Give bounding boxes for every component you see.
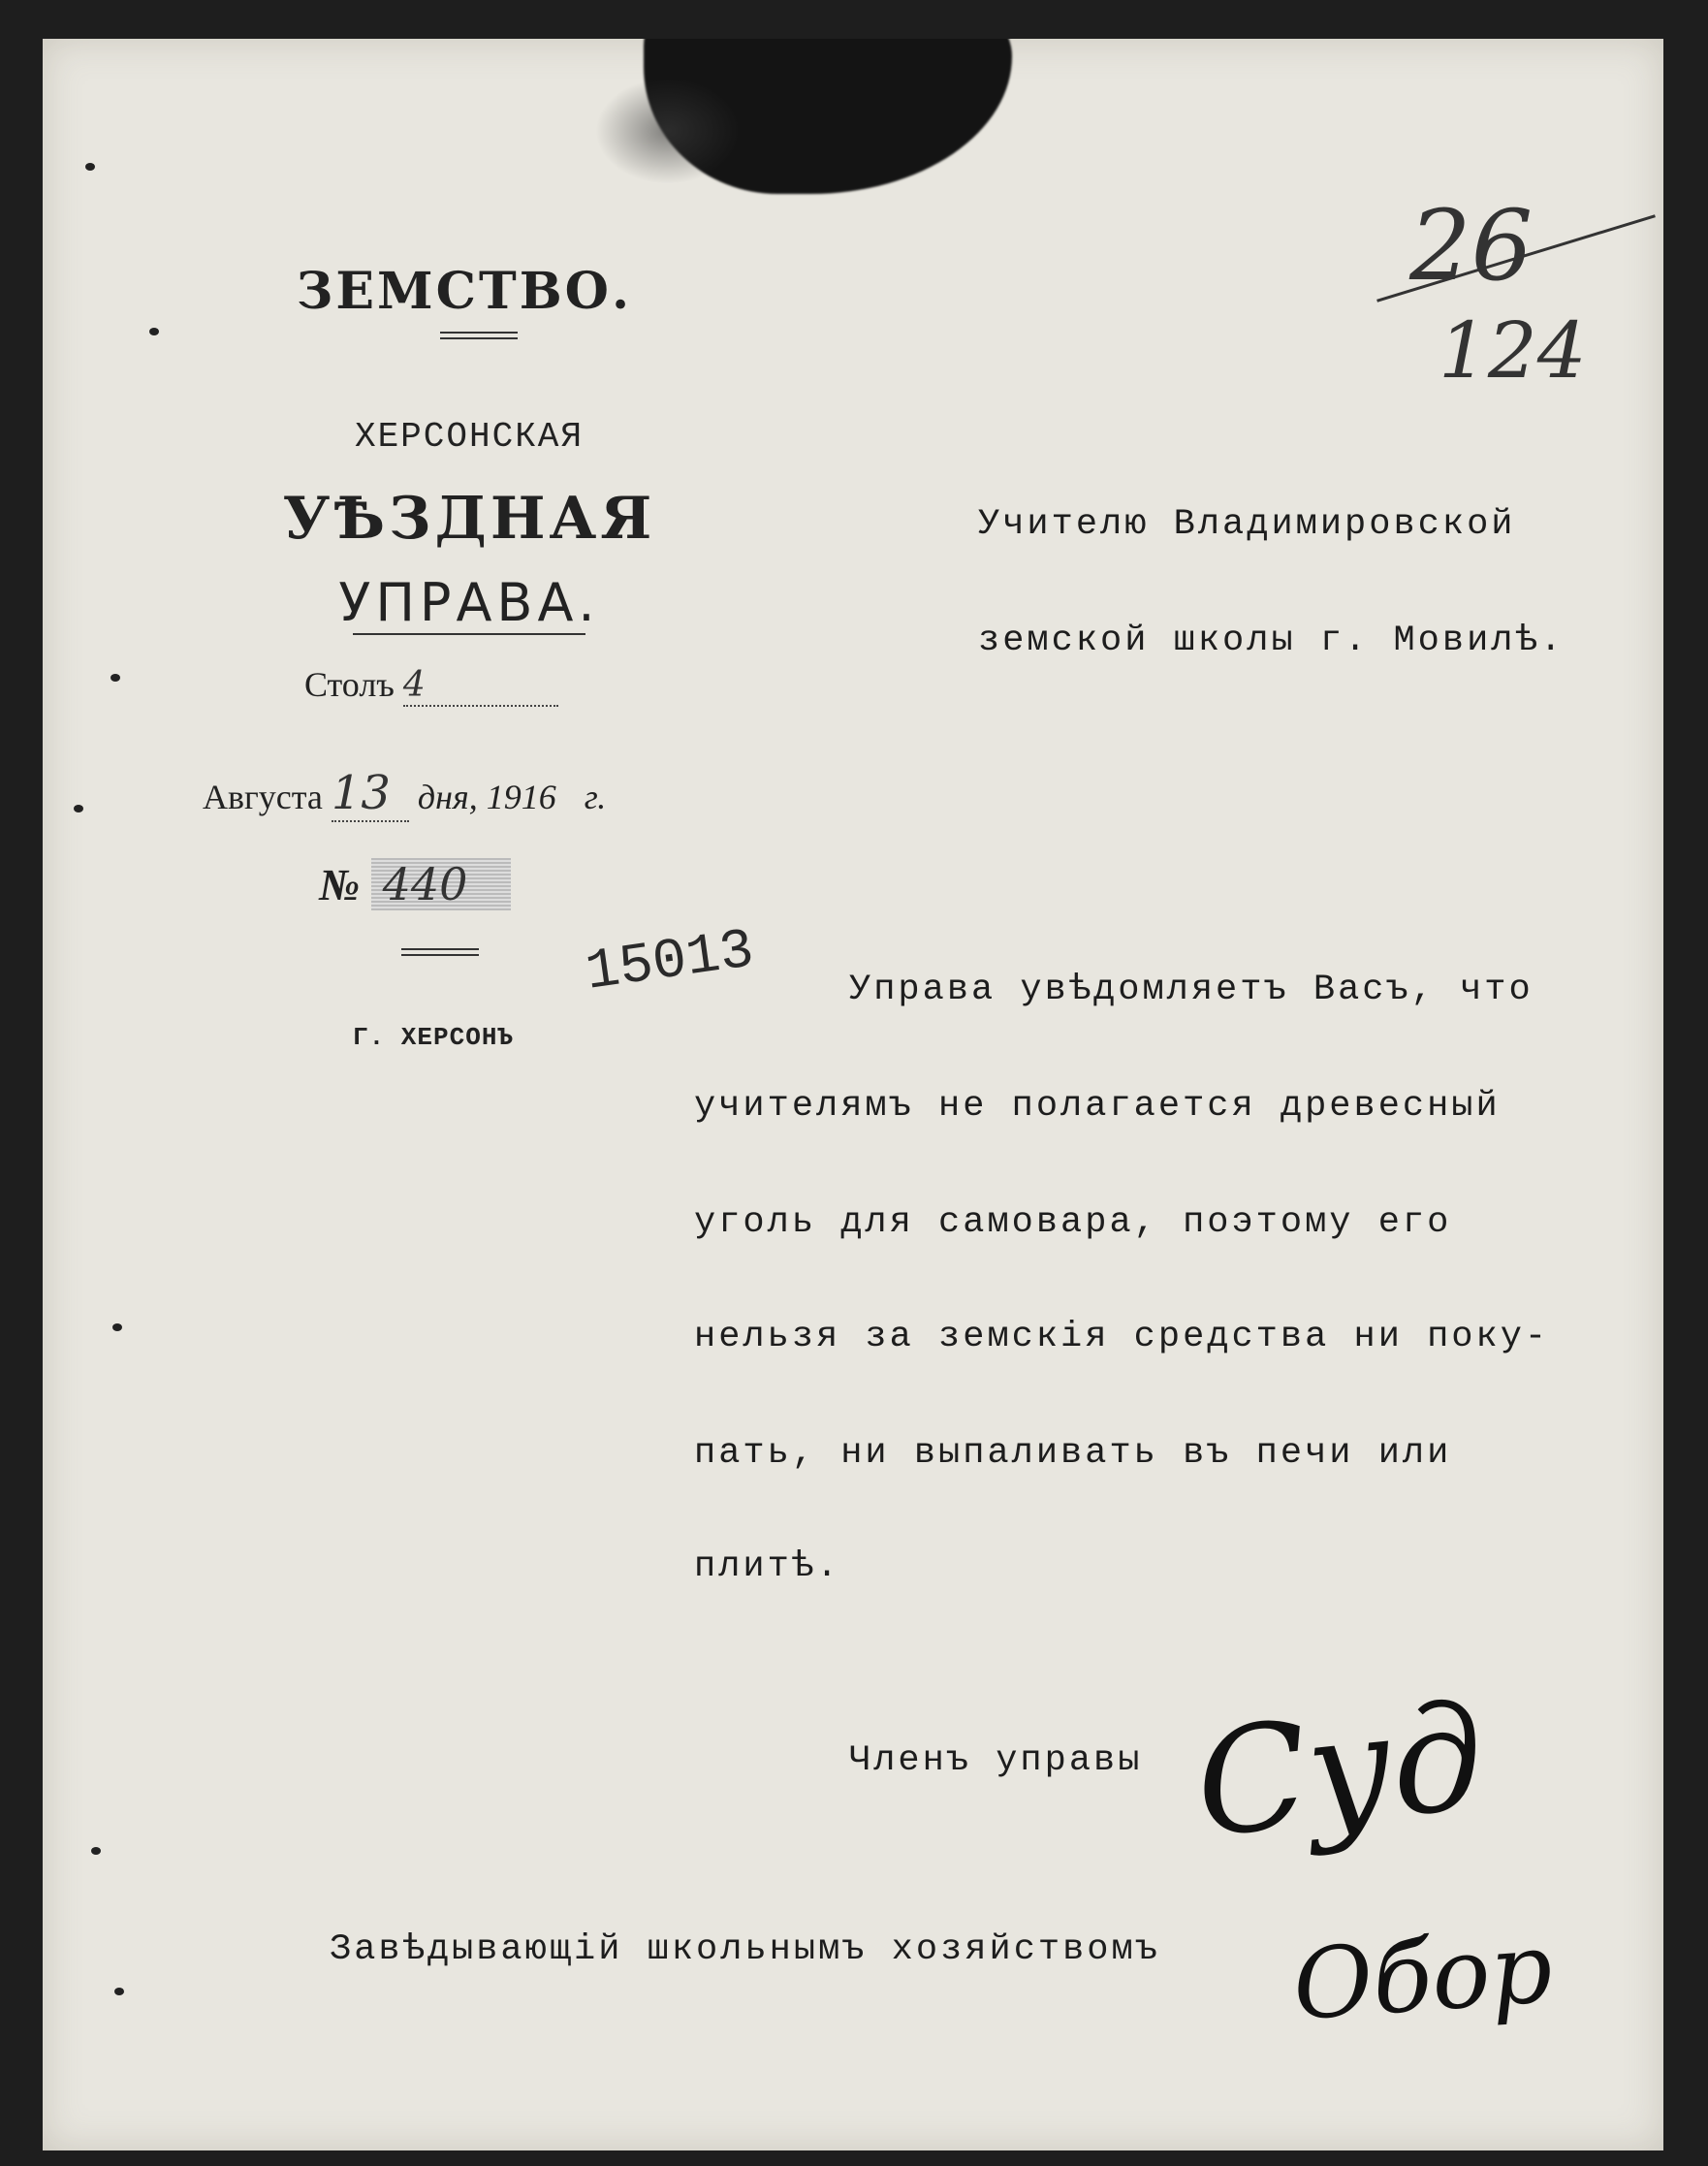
member-signature: Суд bbox=[1187, 1672, 1493, 1871]
zemstvo-heading: ЗЕМСТВО. bbox=[296, 262, 633, 321]
header-divider bbox=[440, 332, 518, 339]
header-divider bbox=[401, 948, 479, 956]
number-value: 440 bbox=[371, 858, 511, 910]
burn-shadow bbox=[595, 78, 741, 184]
number-label: № bbox=[319, 860, 361, 909]
desk-line bbox=[304, 664, 558, 707]
body-line: Управа увѣдомляетъ Васъ, что bbox=[849, 970, 1534, 1010]
manager-signature: Обор bbox=[1289, 1910, 1557, 2043]
punch-hole bbox=[85, 163, 95, 171]
punch-hole bbox=[111, 674, 120, 682]
member-label: Членъ управы bbox=[849, 1740, 1143, 1781]
body-line: нельзя за земскія средства ни поку- bbox=[694, 1317, 1550, 1357]
punch-hole bbox=[112, 1323, 122, 1331]
date-line bbox=[203, 766, 606, 822]
addressee-line-1: Учителю Владимировской bbox=[978, 504, 1516, 545]
date-suffix: г. bbox=[584, 778, 607, 816]
body-line: уголь для самовара, поэтому его bbox=[694, 1202, 1452, 1243]
uprava-title: УПРАВА. bbox=[338, 572, 600, 633]
document-page bbox=[43, 39, 1663, 2150]
desk-label: Столъ bbox=[304, 665, 395, 704]
date-day: 13 bbox=[332, 766, 409, 822]
punch-hole bbox=[91, 1847, 101, 1855]
registration-stamp: 15013 bbox=[582, 919, 758, 1005]
punch-hole bbox=[114, 1988, 124, 1995]
date-day-label: дня, bbox=[417, 778, 478, 816]
uezd-title: УѢЗДНАЯ bbox=[282, 485, 656, 553]
district-name: ХЕРСОНСКАЯ bbox=[354, 417, 585, 457]
body-line: пать, ни выпаливать въ печи или bbox=[694, 1433, 1452, 1474]
punch-hole bbox=[74, 805, 83, 812]
old-archive-number: 26 bbox=[1409, 189, 1534, 303]
number-line bbox=[319, 858, 511, 910]
punch-hole bbox=[149, 328, 159, 335]
body-line: плитѣ. bbox=[694, 1546, 841, 1587]
date-month: Августа bbox=[203, 778, 323, 816]
date-year: 1916 bbox=[486, 778, 556, 816]
manager-label: Завѣдывающій школьнымъ хозяйствомъ bbox=[330, 1929, 1160, 1970]
city-label: Г. ХЕРСОНЪ bbox=[353, 1023, 515, 1052]
new-archive-number: 124 bbox=[1439, 305, 1587, 396]
header-divider bbox=[353, 633, 585, 635]
archive-mark bbox=[1332, 189, 1642, 441]
addressee-line-2: земской школы г. Мовилѣ. bbox=[978, 621, 1565, 661]
body-line: учителямъ не полагается древесный bbox=[694, 1086, 1501, 1127]
desk-value: 4 bbox=[403, 665, 558, 707]
